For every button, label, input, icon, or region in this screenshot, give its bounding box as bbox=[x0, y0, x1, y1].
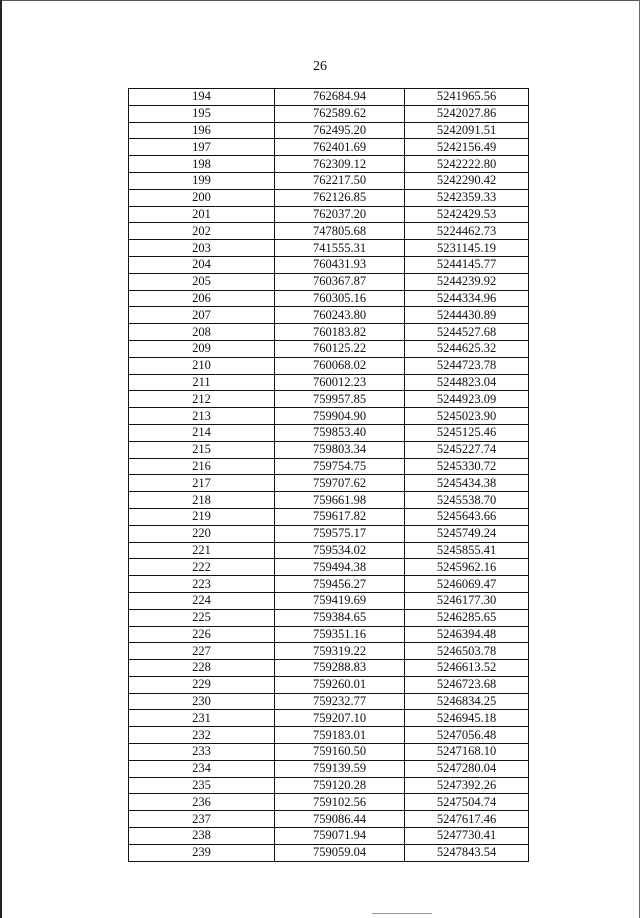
y-coordinate-cell: 5245434.38 bbox=[405, 475, 529, 492]
x-coordinate-cell: 759853.40 bbox=[275, 424, 405, 441]
y-coordinate-cell: 5246177.30 bbox=[405, 592, 529, 609]
point-number-cell: 199 bbox=[129, 172, 275, 189]
table-row bbox=[129, 660, 529, 677]
table-row bbox=[129, 844, 529, 861]
table-row bbox=[129, 693, 529, 710]
x-coordinate-cell: 762217.50 bbox=[275, 172, 405, 189]
point-number-cell: 221 bbox=[129, 542, 275, 559]
y-coordinate-cell: 5242091.51 bbox=[405, 122, 529, 139]
table-row bbox=[129, 340, 529, 357]
table-row bbox=[129, 273, 529, 290]
y-coordinate-cell: 5246394.48 bbox=[405, 626, 529, 643]
point-number-cell: 232 bbox=[129, 727, 275, 744]
x-coordinate-cell: 759260.01 bbox=[275, 676, 405, 693]
x-coordinate-cell: 759086.44 bbox=[275, 811, 405, 828]
x-coordinate-cell: 759803.34 bbox=[275, 441, 405, 458]
x-coordinate-cell: 759288.83 bbox=[275, 660, 405, 677]
table-row bbox=[129, 408, 529, 425]
x-coordinate-cell: 759384.65 bbox=[275, 609, 405, 626]
x-coordinate-cell: 760367.87 bbox=[275, 273, 405, 290]
x-coordinate-cell: 762037.20 bbox=[275, 206, 405, 223]
table-row bbox=[129, 324, 529, 341]
x-coordinate-cell: 759102.56 bbox=[275, 794, 405, 811]
point-number-cell: 237 bbox=[129, 811, 275, 828]
table-row bbox=[129, 206, 529, 223]
point-number-cell: 219 bbox=[129, 508, 275, 525]
y-coordinate-cell: 5247168.10 bbox=[405, 744, 529, 761]
table-row bbox=[129, 122, 529, 139]
x-coordinate-cell: 759456.27 bbox=[275, 576, 405, 593]
table-row bbox=[129, 391, 529, 408]
table-row bbox=[129, 458, 529, 475]
y-coordinate-cell: 5247504.74 bbox=[405, 794, 529, 811]
x-coordinate-cell: 759059.04 bbox=[275, 844, 405, 861]
y-coordinate-cell: 5245962.16 bbox=[405, 559, 529, 576]
x-coordinate-cell: 762126.85 bbox=[275, 189, 405, 206]
y-coordinate-cell: 5224462.73 bbox=[405, 223, 529, 240]
table-row bbox=[129, 374, 529, 391]
table-row bbox=[129, 760, 529, 777]
y-coordinate-cell: 5241965.56 bbox=[405, 89, 529, 106]
y-coordinate-cell: 5246945.18 bbox=[405, 710, 529, 727]
table-row bbox=[129, 592, 529, 609]
table-row bbox=[129, 172, 529, 189]
x-coordinate-cell: 762684.94 bbox=[275, 89, 405, 106]
y-coordinate-cell: 5244145.77 bbox=[405, 256, 529, 273]
point-number-cell: 236 bbox=[129, 794, 275, 811]
scan-edge-top bbox=[0, 0, 640, 1]
x-coordinate-cell: 760305.16 bbox=[275, 290, 405, 307]
y-coordinate-cell: 5247843.54 bbox=[405, 844, 529, 861]
x-coordinate-cell: 759419.69 bbox=[275, 592, 405, 609]
y-coordinate-cell: 5246613.52 bbox=[405, 660, 529, 677]
y-coordinate-cell: 5244239.92 bbox=[405, 273, 529, 290]
y-coordinate-cell: 5244334.96 bbox=[405, 290, 529, 307]
x-coordinate-cell: 759351.16 bbox=[275, 626, 405, 643]
table-row bbox=[129, 727, 529, 744]
table-row bbox=[129, 744, 529, 761]
x-coordinate-cell: 747805.68 bbox=[275, 223, 405, 240]
point-number-cell: 197 bbox=[129, 139, 275, 156]
coordinates-table bbox=[128, 88, 529, 862]
table-row bbox=[129, 290, 529, 307]
x-coordinate-cell: 762495.20 bbox=[275, 122, 405, 139]
x-coordinate-cell: 759183.01 bbox=[275, 727, 405, 744]
point-number-cell: 230 bbox=[129, 693, 275, 710]
table-row bbox=[129, 256, 529, 273]
x-coordinate-cell: 759707.62 bbox=[275, 475, 405, 492]
x-coordinate-cell: 759617.82 bbox=[275, 508, 405, 525]
point-number-cell: 208 bbox=[129, 324, 275, 341]
table-row bbox=[129, 559, 529, 576]
point-number-cell: 207 bbox=[129, 307, 275, 324]
point-number-cell: 238 bbox=[129, 828, 275, 845]
point-number-cell: 200 bbox=[129, 189, 275, 206]
point-number-cell: 222 bbox=[129, 559, 275, 576]
scan-edge-left bbox=[0, 0, 2, 918]
y-coordinate-cell: 5242156.49 bbox=[405, 139, 529, 156]
x-coordinate-cell: 759071.94 bbox=[275, 828, 405, 845]
table-row bbox=[129, 609, 529, 626]
x-coordinate-cell: 760012.23 bbox=[275, 374, 405, 391]
x-coordinate-cell: 760068.02 bbox=[275, 357, 405, 374]
y-coordinate-cell: 5245125.46 bbox=[405, 424, 529, 441]
point-number-cell: 239 bbox=[129, 844, 275, 861]
y-coordinate-cell: 5242359.33 bbox=[405, 189, 529, 206]
y-coordinate-cell: 5246503.78 bbox=[405, 643, 529, 660]
y-coordinate-cell: 5247730.41 bbox=[405, 828, 529, 845]
point-number-cell: 216 bbox=[129, 458, 275, 475]
point-number-cell: 212 bbox=[129, 391, 275, 408]
point-number-cell: 204 bbox=[129, 256, 275, 273]
x-coordinate-cell: 759957.85 bbox=[275, 391, 405, 408]
point-number-cell: 210 bbox=[129, 357, 275, 374]
y-coordinate-cell: 5244430.89 bbox=[405, 307, 529, 324]
y-coordinate-cell: 5246834.25 bbox=[405, 693, 529, 710]
table-row bbox=[129, 475, 529, 492]
footer-scan-mark bbox=[372, 913, 432, 914]
point-number-cell: 201 bbox=[129, 206, 275, 223]
table-row bbox=[129, 357, 529, 374]
x-coordinate-cell: 760183.82 bbox=[275, 324, 405, 341]
coordinates-table-body bbox=[129, 89, 529, 862]
point-number-cell: 218 bbox=[129, 492, 275, 509]
point-number-cell: 195 bbox=[129, 105, 275, 122]
table-row bbox=[129, 105, 529, 122]
point-number-cell: 198 bbox=[129, 156, 275, 173]
y-coordinate-cell: 5245023.90 bbox=[405, 408, 529, 425]
table-row bbox=[129, 492, 529, 509]
point-number-cell: 228 bbox=[129, 660, 275, 677]
point-number-cell: 223 bbox=[129, 576, 275, 593]
table-row bbox=[129, 441, 529, 458]
table-row bbox=[129, 89, 529, 106]
table-row bbox=[129, 777, 529, 794]
table-row bbox=[129, 676, 529, 693]
x-coordinate-cell: 760431.93 bbox=[275, 256, 405, 273]
x-coordinate-cell: 741555.31 bbox=[275, 240, 405, 257]
point-number-cell: 227 bbox=[129, 643, 275, 660]
point-number-cell: 235 bbox=[129, 777, 275, 794]
y-coordinate-cell: 5245749.24 bbox=[405, 525, 529, 542]
x-coordinate-cell: 759160.50 bbox=[275, 744, 405, 761]
point-number-cell: 205 bbox=[129, 273, 275, 290]
table-row bbox=[129, 542, 529, 559]
table-row bbox=[129, 240, 529, 257]
y-coordinate-cell: 5247056.48 bbox=[405, 727, 529, 744]
y-coordinate-cell: 5242429.53 bbox=[405, 206, 529, 223]
point-number-cell: 217 bbox=[129, 475, 275, 492]
table-row bbox=[129, 307, 529, 324]
point-number-cell: 202 bbox=[129, 223, 275, 240]
point-number-cell: 225 bbox=[129, 609, 275, 626]
y-coordinate-cell: 5246723.68 bbox=[405, 676, 529, 693]
y-coordinate-cell: 5247392.26 bbox=[405, 777, 529, 794]
x-coordinate-cell: 759207.10 bbox=[275, 710, 405, 727]
table-row bbox=[129, 508, 529, 525]
y-coordinate-cell: 5247280.04 bbox=[405, 760, 529, 777]
table-row bbox=[129, 710, 529, 727]
y-coordinate-cell: 5246069.47 bbox=[405, 576, 529, 593]
table-row bbox=[129, 626, 529, 643]
point-number-cell: 226 bbox=[129, 626, 275, 643]
point-number-cell: 220 bbox=[129, 525, 275, 542]
point-number-cell: 215 bbox=[129, 441, 275, 458]
point-number-cell: 213 bbox=[129, 408, 275, 425]
y-coordinate-cell: 5244823.04 bbox=[405, 374, 529, 391]
point-number-cell: 224 bbox=[129, 592, 275, 609]
page-number: 26 bbox=[313, 59, 327, 74]
point-number-cell: 211 bbox=[129, 374, 275, 391]
x-coordinate-cell: 762401.69 bbox=[275, 139, 405, 156]
y-coordinate-cell: 5242027.86 bbox=[405, 105, 529, 122]
y-coordinate-cell: 5245538.70 bbox=[405, 492, 529, 509]
point-number-cell: 234 bbox=[129, 760, 275, 777]
table-row bbox=[129, 828, 529, 845]
point-number-cell: 233 bbox=[129, 744, 275, 761]
point-number-cell: 209 bbox=[129, 340, 275, 357]
x-coordinate-cell: 759120.28 bbox=[275, 777, 405, 794]
x-coordinate-cell: 759139.59 bbox=[275, 760, 405, 777]
x-coordinate-cell: 759904.90 bbox=[275, 408, 405, 425]
point-number-cell: 231 bbox=[129, 710, 275, 727]
y-coordinate-cell: 5244723.78 bbox=[405, 357, 529, 374]
table-row bbox=[129, 525, 529, 542]
y-coordinate-cell: 5242222.80 bbox=[405, 156, 529, 173]
y-coordinate-cell: 5244625.32 bbox=[405, 340, 529, 357]
table-row bbox=[129, 139, 529, 156]
point-number-cell: 194 bbox=[129, 89, 275, 106]
y-coordinate-cell: 5247617.46 bbox=[405, 811, 529, 828]
x-coordinate-cell: 759319.22 bbox=[275, 643, 405, 660]
y-coordinate-cell: 5245227.74 bbox=[405, 441, 529, 458]
y-coordinate-cell: 5245643.66 bbox=[405, 508, 529, 525]
x-coordinate-cell: 759494.38 bbox=[275, 559, 405, 576]
table-row bbox=[129, 643, 529, 660]
y-coordinate-cell: 5244527.68 bbox=[405, 324, 529, 341]
x-coordinate-cell: 760125.22 bbox=[275, 340, 405, 357]
y-coordinate-cell: 5245330.72 bbox=[405, 458, 529, 475]
x-coordinate-cell: 762309.12 bbox=[275, 156, 405, 173]
point-number-cell: 206 bbox=[129, 290, 275, 307]
table-row bbox=[129, 223, 529, 240]
table-row bbox=[129, 576, 529, 593]
table-row bbox=[129, 189, 529, 206]
x-coordinate-cell: 759232.77 bbox=[275, 693, 405, 710]
point-number-cell: 229 bbox=[129, 676, 275, 693]
x-coordinate-cell: 759534.02 bbox=[275, 542, 405, 559]
table-row bbox=[129, 424, 529, 441]
x-coordinate-cell: 760243.80 bbox=[275, 307, 405, 324]
point-number-cell: 196 bbox=[129, 122, 275, 139]
table-row bbox=[129, 156, 529, 173]
y-coordinate-cell: 5242290.42 bbox=[405, 172, 529, 189]
table-row bbox=[129, 794, 529, 811]
y-coordinate-cell: 5244923.09 bbox=[405, 391, 529, 408]
x-coordinate-cell: 759575.17 bbox=[275, 525, 405, 542]
x-coordinate-cell: 762589.62 bbox=[275, 105, 405, 122]
y-coordinate-cell: 5245855.41 bbox=[405, 542, 529, 559]
point-number-cell: 203 bbox=[129, 240, 275, 257]
table-row bbox=[129, 811, 529, 828]
point-number-cell: 214 bbox=[129, 424, 275, 441]
x-coordinate-cell: 759661.98 bbox=[275, 492, 405, 509]
y-coordinate-cell: 5231145.19 bbox=[405, 240, 529, 257]
x-coordinate-cell: 759754.75 bbox=[275, 458, 405, 475]
y-coordinate-cell: 5246285.65 bbox=[405, 609, 529, 626]
